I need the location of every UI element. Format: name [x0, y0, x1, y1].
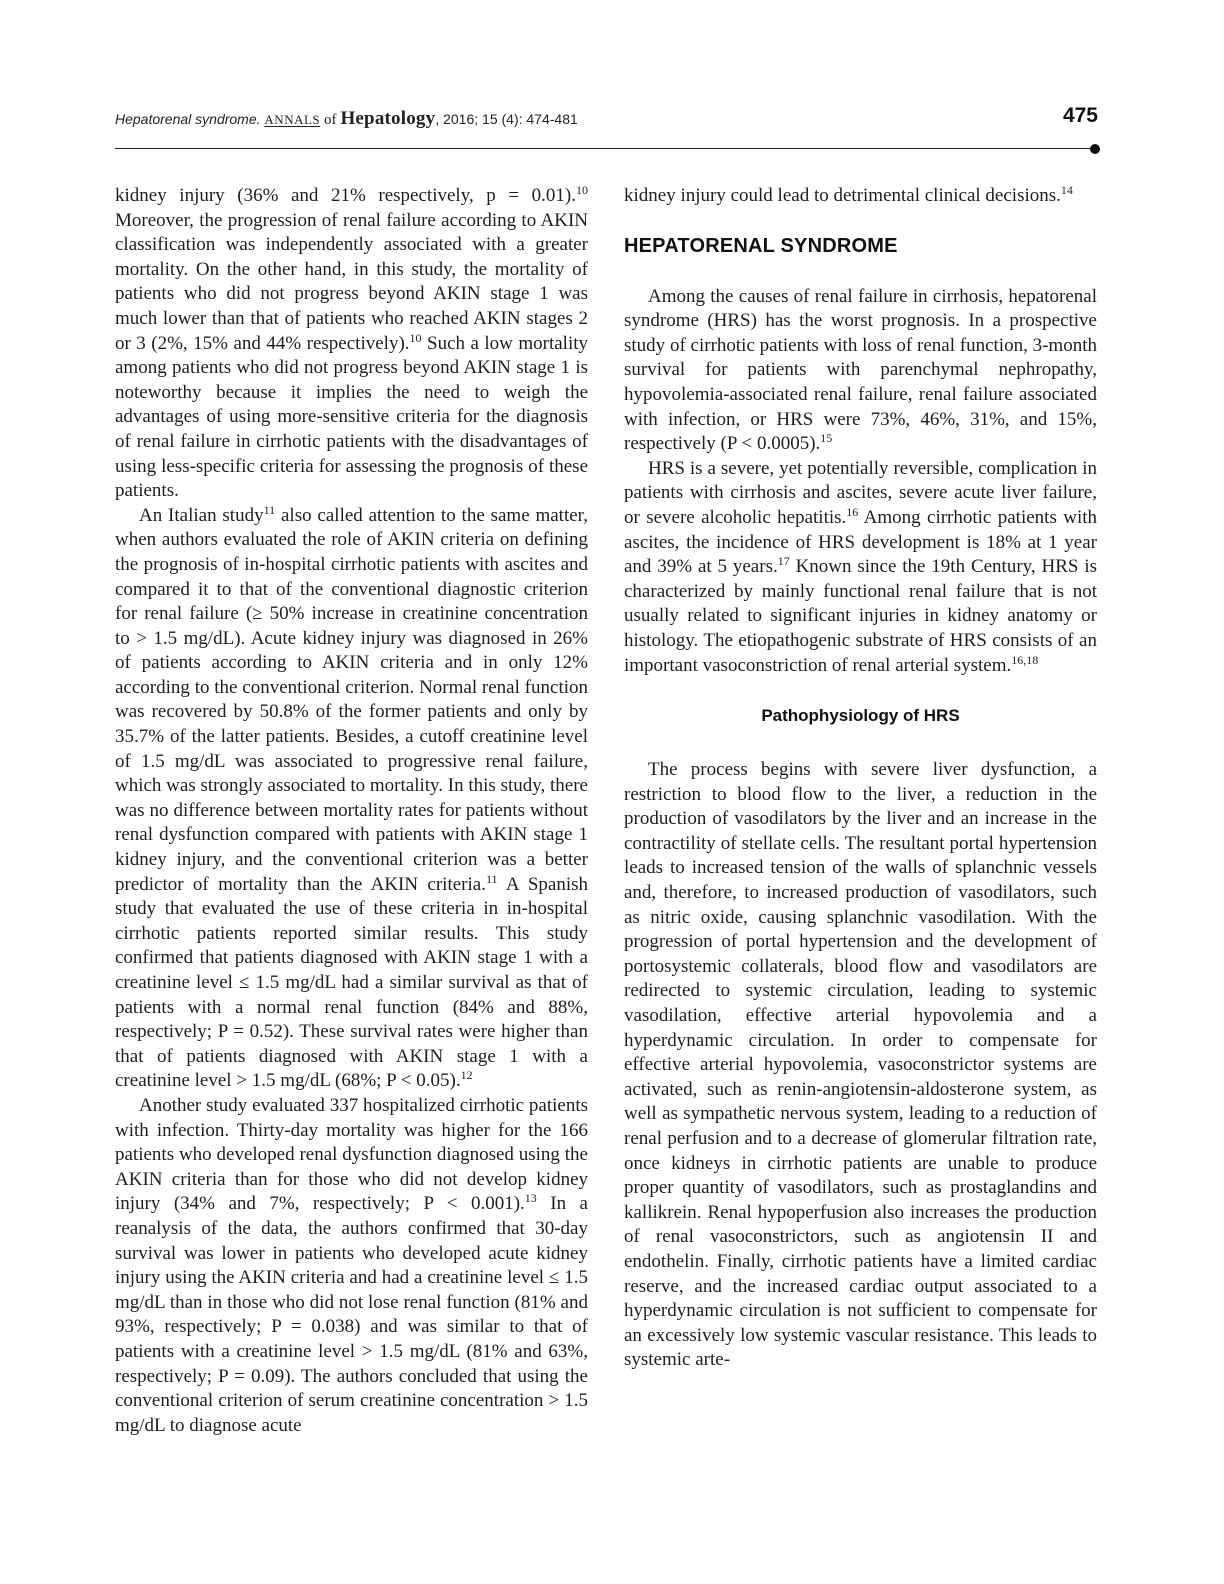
journal-citation [115, 108, 578, 130]
journal-name-of: of [324, 112, 337, 128]
citation-ref: 12 [460, 1068, 473, 1083]
paragraph: kidney injury could lead to detrimental clinical decisions.$^{14}$ [624, 183, 1073, 206]
citation-ref: 11 [263, 502, 276, 517]
running-header [115, 106, 1100, 136]
citation-ref: 10 [576, 183, 588, 197]
left-column [115, 184, 588, 1438]
subsection-heading: Pathophysiology of HRS [761, 706, 960, 726]
citation-ref: 15 [820, 431, 833, 446]
right-column [624, 184, 1097, 1373]
section-heading: HEPATORENAL SYNDROME [624, 234, 898, 257]
paragraph: kidney injury (36% and 21% respectively, p = 0.01).$^{10}$ Moreover, the progression of renal failure according to AKIN classification was independently associated with a greater mortality. On the other hand, in this study, the mortality of patients who did not progress beyond AKIN stage 1 was much lower than that of patients who reached AKIN stages 2 or 3 (2%, 15% and 44% respectively).$^{10}$ Such a low mortality among patients who did not progress beyond AKIN stage 1 is noteworthy because it implies the need to weigh the advantages of using more-sensitive criteria for the diagnosis of renal failure in cirrhotic patients with the disadvantages of using less-specific criteria for assessing the prognosis of these patients. [115, 183, 589, 502]
citation-ref: 16,18 [1011, 652, 1039, 667]
paragraph: HRS is a severe, yet potentially reversible, complication in patients with cirrhosis and ascites, severe acute liver failure, or severe alcoholic hepatitis.$^{16}$ Among cirrhotic patients with ascites, the incidence of HRS development is 18% at 1 year and 39% at 5 years.$^{17}$ Known since the 19th Century, HRS is characterized by mainly functional renal failure that is not usually related to significant injuries in kidney anatomy or histology. The etiopathogenic substrate of HRS consists of an important vasoconstriction of renal arterial system.$^{16,18}$ [624, 457, 1098, 676]
header-rule-end-dot [1090, 144, 1100, 154]
paragraph: Among the causes of renal failure in cirrhosis, hepatorenal syndrome (HRS) has the worst prognosis. In a prospective study of cirrhotic patients with loss of renal function, 3-month survival for patients with parenchymal nephropathy, hypovolemia-associated renal failure, renal failure associated with infection, or HRS were 73%, 46%, 31%, and 15%, respectively (P < 0.0005).$^{15}$ [624, 285, 1097, 455]
citation-ref: 14 [1060, 183, 1073, 197]
citation-details: , 2016; 15 (4): 474-481 [435, 111, 578, 127]
paragraph: Another study evaluated 337 hospitalized cirrhotic patients with infection. Thirty-day mortality was higher for the 166 patients who developed renal dysfunction diagnosed using the AKIN criteria than for those who did not develop kidney injury (34% and 7%, respectively; P < 0.001).$^{13}$ In a reanalysis of the data, the authors confirmed that 30-day survival was lower in patients who developed acute kidney injury using the AKIN criteria and had a creatinine level ≤ 1.5 mg/dL than in those who did not lose renal function (81% and 93%, respectively; P = 0.038) and was similar to that of patients with a creatinine level > 1.5 mg/dL (81% and 63%, respectively; P = 0.09). The authors concluded that using the conventional criterion of serum creatinine concentration > 1.5 mg/dL to diagnose acute [115, 1094, 588, 1436]
citation-ref: 17 [777, 554, 790, 569]
citation-ref: 10 [409, 330, 422, 345]
journal-name-hepatology: Hepatology [340, 108, 436, 129]
paragraph: An Italian study$^{11}$ also called attention to the same matter, when authors evaluated the role of AKIN criteria on defining the prognosis of in-hospital cirrhotic patients with ascites and compared it to that of the conventional diagnostic criterion for renal failure (≥ 50% increase in creatinine concentration to > 1.5 mg/dL). Acute kidney injury was diagnosed in 26% of patients according to AKIN criteria and in only 12% according to the conventional criterion. Normal renal function was recovered by 50.8% of the former patients and only by 35.7% of the latter patients. Besides, a cutoff creatinine level of 1.5 mg/dL was associated to progressive renal failure, which was strongly associated to mortality. In this study, there was no difference between mortality rates for patients without renal dysfunction compared with patients with AKIN stage 1 kidney injury, and the conventional criterion was a better predictor of mortality than the AKIN criteria.$^{11}$ A Spanish study that evaluated the use of these criteria in in-hospital cirrhotic patients reported similar results. This study confirmed that patients diagnosed with AKIN stage 1 with a creatinine level ≤ 1.5 mg/dL had a similar survival as that of patients with a normal renal function (84% and 88%, respectively; P = 0.52). These survival rates were higher than that of patients diagnosed with AKIN stage 1 with a creatinine level > 1.5 mg/dL (68%; P < 0.05).$^{12}$ [115, 502, 588, 1092]
page-number: 475 [1062, 104, 1098, 127]
header-rule [115, 148, 1095, 149]
article-topic: Hepatorenal syndrome. [115, 111, 261, 127]
citation-ref: 16 [846, 504, 859, 519]
paragraph: The process begins with severe liver dysfunction, a restriction to blood flow to the liver, a reduction in the production of vasodilators by the liver and an increase in the contractility of stellate cells. The resultant portal hypertension leads to increased tension of the walls of splanchnic vessels and, therefore, to increased production of vasodilators, such as nitric oxide, causing splanchnic vasodilation. With the progression of portal hypertension and the development of portosystemic collaterals, blood flow and vasodilators are redirected to systemic circulation, leading to systemic vasodilation, effective arterial hypovolemia and a hyperdynamic circulation. In order to compensate for effective arterial hypovolemia, vasoconstrictor systems are activated, such as renin-angiotensin-aldosterone system, as well as sympathetic nervous system, leading to a reduction of renal perfusion and to a decrease of glomerular filtration rate, once kidneys in cirrhotic patients are unable to produce proper quantity of vasodilators, such as prostaglandins and kallikrein. Renal hypoperfusion also increases the production of renal vasoconstrictors, such as angiotensin II and endothelin. Finally, cirrhotic patients have a limited cardiac reserve, and the increased cardiac output associated to a hyperdynamic circulation is not sufficient to compensate for an excessively low systemic vascular resistance. This leads to systemic arte- [624, 759, 1097, 1371]
citation-ref: 13 [524, 1191, 537, 1206]
journal-name-annals: ANNALS [264, 112, 321, 127]
citation-ref: 11 [485, 871, 498, 886]
